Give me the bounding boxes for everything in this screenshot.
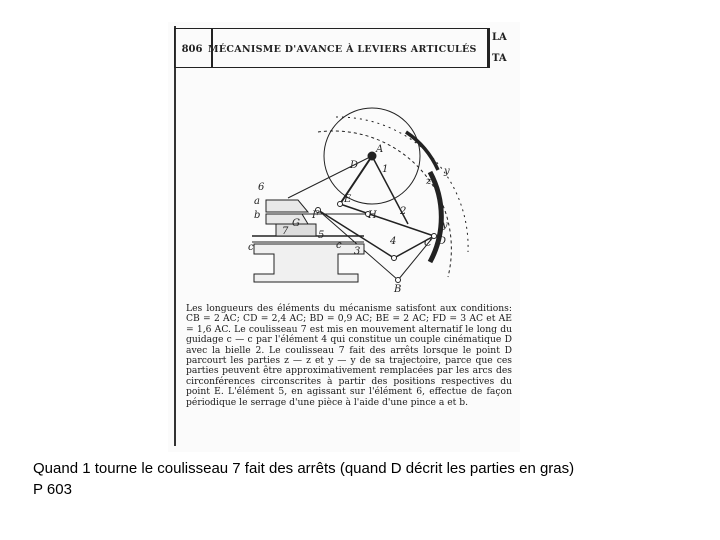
- link-6: [288, 156, 372, 198]
- label-c-mid: c: [336, 240, 342, 251]
- label-1: 1: [382, 164, 389, 175]
- label-D-right: D: [438, 236, 447, 247]
- label-b: b: [254, 210, 261, 221]
- label-6: 6: [258, 182, 265, 193]
- label-y-right: y: [442, 220, 448, 231]
- body-paragraph: Les longueurs des éléments du mécanisme satisfont aux conditions: CB = 2 AC; CD = 2,4 AC; BD = 0,9 AC; BE = 2 AC; FD = 3 AC et AE = 1,6 AC. Le coulisseau 7 est mis en mouvement alternatif le long du guidage c — c par l'élément 4 qui constitue un couple cinématique D avec la bielle 2. Le coulisseau 7 fait des arrêts lorsque le point D parcourt les parties z — z et y — y de sa trajectoire, parce que ces parties peuvent être approximativement remplacées par les arcs des circonférences circonscrites à partir des positions respectives du point E. L'élément 5, en agissant sur l'élément 6, effectue de façon périodique le serrage d'une pièce à l'aide d'une pince a et b.: [186, 303, 512, 408]
- caption-line-2: P 603: [33, 481, 72, 498]
- clamp-b: [266, 214, 308, 224]
- clamp-a: [266, 200, 308, 212]
- label-4: 4: [390, 236, 397, 247]
- caption-line-1: Quand 1 tourne le coulisseau 7 fait des arrêts (quand D décrit les parties en gras): [33, 460, 575, 477]
- machine-base: [254, 244, 364, 282]
- page-number: 806: [181, 44, 203, 55]
- corner-label-top: LA: [492, 32, 507, 43]
- label-3: 3: [354, 246, 361, 257]
- label-7: 7: [282, 226, 289, 237]
- pivot-E: [338, 202, 343, 207]
- scanned-page: [168, 22, 520, 452]
- slide-caption: [33, 458, 713, 500]
- label-y-top: y: [444, 166, 450, 177]
- pivot-B: [396, 278, 401, 283]
- trajectory-arc-outer: [336, 117, 468, 252]
- label-G: G: [292, 218, 300, 229]
- label-c-left: c: [248, 242, 254, 253]
- label-F: F: [312, 210, 319, 221]
- label-a: a: [254, 196, 260, 207]
- bold-arc-z: [406, 132, 438, 170]
- pivot-joint: [392, 256, 397, 261]
- bold-arc-y: [430, 172, 441, 262]
- label-2: 2: [400, 206, 407, 217]
- label-D-upper: D: [350, 160, 359, 171]
- label-H: H: [368, 210, 377, 221]
- pivot-D: [432, 234, 437, 239]
- link-2: [340, 204, 434, 236]
- mechanism-figure: [168, 22, 520, 302]
- label-B: B: [394, 284, 402, 295]
- label-5: 5: [318, 230, 325, 241]
- corner-label-bottom: TA: [492, 53, 507, 64]
- label-A: A: [376, 144, 384, 155]
- label-E: E: [344, 194, 352, 205]
- label-z: z: [426, 176, 432, 187]
- page-heading: MÉCANISME D'AVANCE À LEVIERS ARTICULÉS: [208, 44, 477, 55]
- label-C: C: [424, 238, 432, 249]
